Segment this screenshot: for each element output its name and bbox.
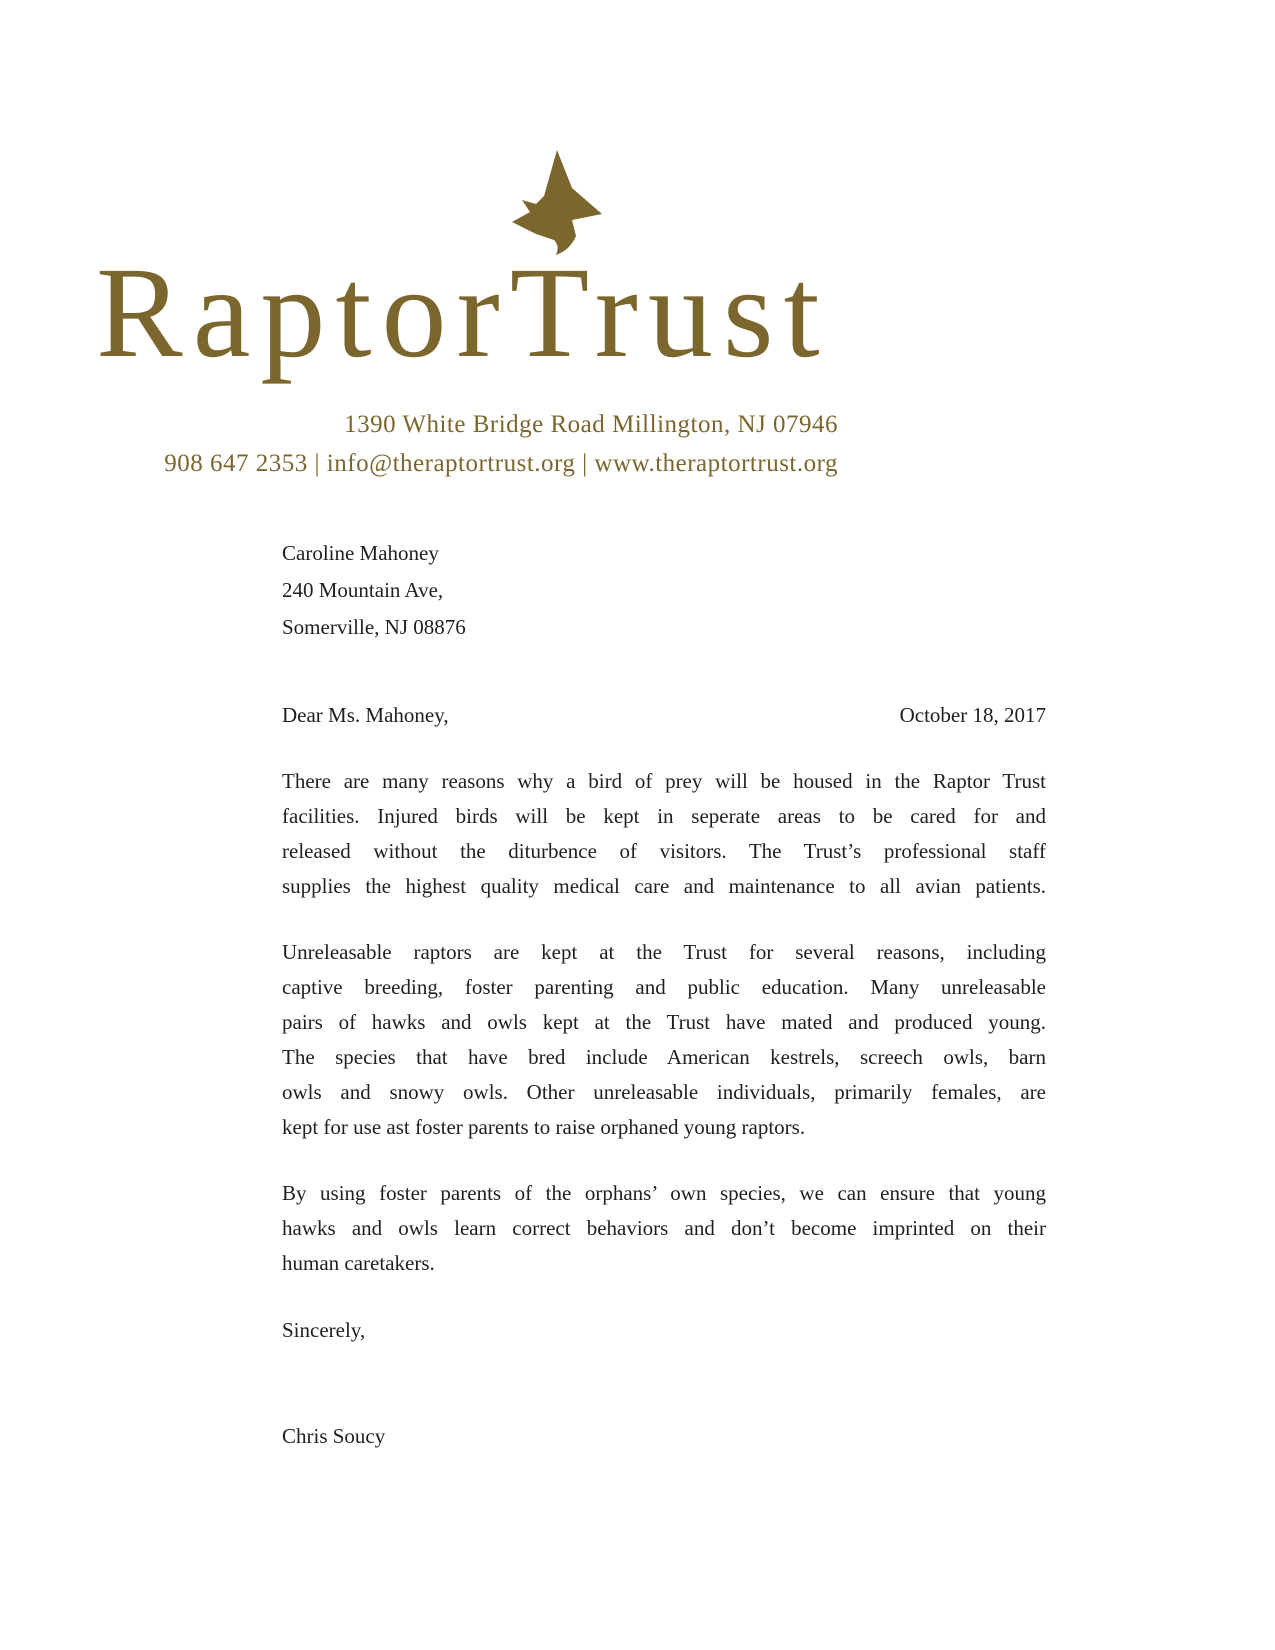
letter-body: [282, 535, 1046, 1454]
paragraph-line: hawks and owls learn correct behaviors and don’t become imprinted on their: [282, 1216, 1046, 1240]
paragraph-line: facilities. Injured birds will be kept in seperate areas to be cared for and: [282, 804, 1046, 828]
recipient-name: Caroline Mahoney: [282, 541, 439, 565]
paragraph-line: Unreleasable raptors are kept at the Trust for several reasons, including: [282, 940, 1046, 964]
paragraph-1: [282, 764, 1046, 904]
paragraph-line: There are many reasons why a bird of prey will be housed in the Raptor Trust: [282, 769, 1046, 793]
paragraph-2: [282, 935, 1046, 1145]
salutation-row: [282, 698, 1046, 733]
paragraph-line: owls and snowy owls. Other unreleasable individuals, primarily females, are: [282, 1080, 1046, 1104]
paragraph-line: released without the diturbence of visitors. The Trust’s professional staff: [282, 839, 1046, 863]
paragraph-line: supplies the highest quality medical care and maintenance to all avian patients.: [282, 874, 1046, 898]
paragraph-line: By using foster parents of the orphans’ own species, we can ensure that young: [282, 1181, 1046, 1205]
paragraph-line: pairs of hawks and owls kept at the Trust have mated and produced young.: [282, 1010, 1046, 1034]
letterhead-contact: 908 647 2353 | info@theraptortrust.org | www.theraptortrust.org: [164, 450, 838, 477]
paragraph-line: captive breeding, foster parenting and public education. Many unreleasable: [282, 975, 1046, 999]
paragraph-line: The species that have bred include American kestrels, screech owls, barn: [282, 1045, 1046, 1069]
paragraph-3: [282, 1176, 1046, 1281]
letterhead-address: 1390 White Bridge Road Millington, NJ 07946: [344, 411, 838, 438]
salutation: Dear Ms. Mahoney,: [282, 703, 449, 727]
brand-wordmark: RaptorTrust: [96, 241, 830, 385]
signature-name: Chris Soucy: [282, 1424, 386, 1448]
letter-date: October 18, 2017: [899, 703, 1046, 727]
recipient-street: 240 Mountain Ave,: [282, 578, 444, 602]
recipient-block: [282, 535, 1046, 646]
recipient-city: Somerville, NJ 08876: [282, 615, 466, 639]
closing: Sincerely,: [282, 1318, 366, 1342]
paragraph-line: human caretakers.: [282, 1251, 435, 1275]
paragraph-line: kept for use ast foster parents to raise orphaned young raptors.: [282, 1115, 806, 1139]
